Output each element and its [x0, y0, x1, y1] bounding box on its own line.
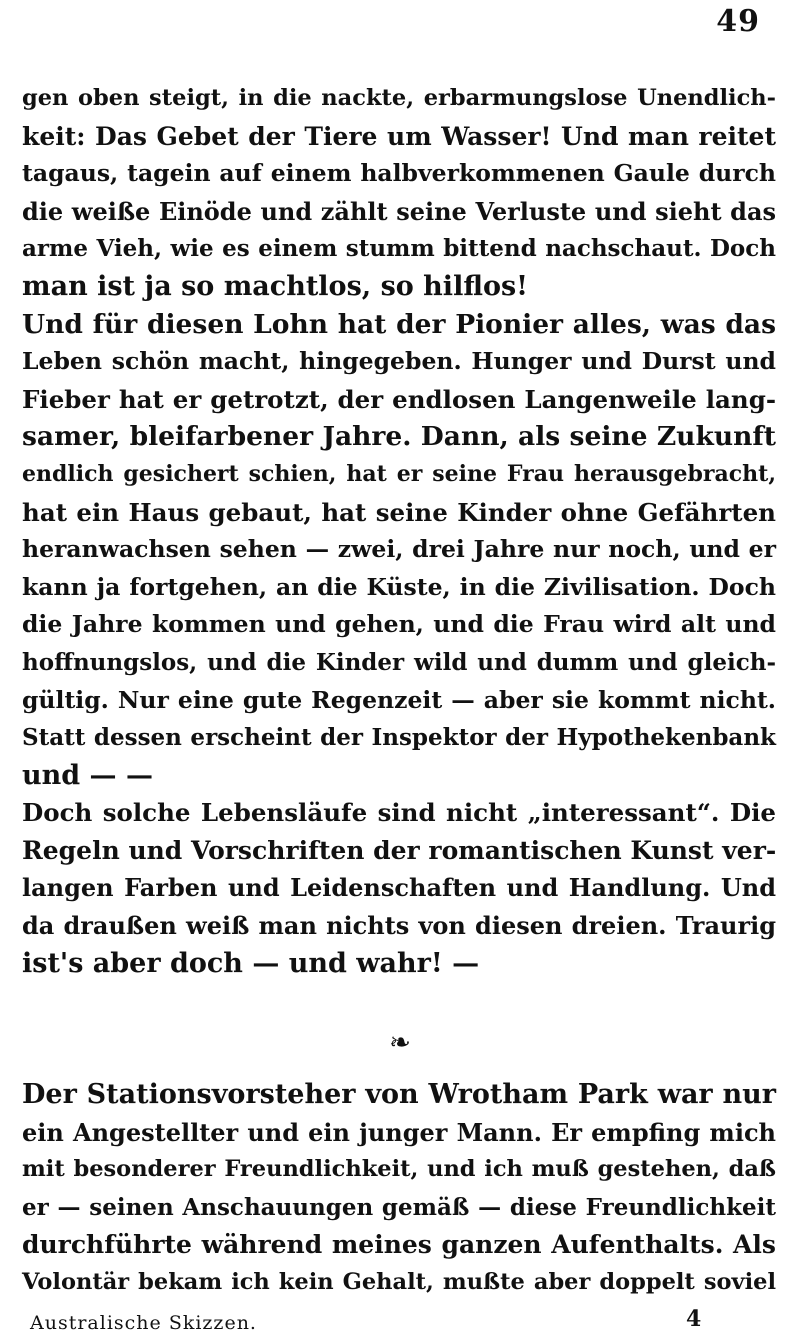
page-number: 49 [716, 4, 760, 39]
text-line: hoffnungslos, und die Kinder wild und dumm und gleich- [22, 648, 776, 676]
text-line: ist's aber doch — und wahr! — [22, 947, 480, 979]
text-line: und — — [22, 759, 153, 791]
text-line: Leben schön macht, hingegeben. Hunger und Durst und [22, 347, 776, 376]
text-line: langen Farben und Leidenschaften und Handlung. Und [22, 873, 776, 903]
text-line: Und für diesen Lohn hat der Pionier alles, was das [22, 308, 776, 340]
text-line: Doch solche Lebensläufe sind nicht „interessant“. Die [22, 798, 776, 828]
text-line: die weiße Einöde und zählt seine Verluste und sieht das [22, 196, 776, 226]
text-line: da draußen weiß man nichts von diesen dreien. Traurig [22, 911, 776, 941]
section-separator-ornament: ❧ [389, 1028, 411, 1058]
text-line: kann ja fortgehen, an die Küste, in die Zivilisation. Doch [22, 572, 776, 601]
continuation-text [22, 1076, 776, 1302]
text-line: tagaus, tagein auf einem halbverkommenen Gaule durch [22, 159, 776, 188]
text-line: hat ein Haus gebaut, hat seine Kinder ohne Gefährten [22, 497, 776, 527]
text-line: Volontär bekam ich kein Gehalt, mußte aber doppelt soviel [22, 1268, 776, 1295]
text-line: Fieber hat er getrotzt, der endlosen Langenweile lang- [22, 384, 776, 414]
text-line: ein Angestellter und ein junger Mann. Er empfing mich [22, 1117, 776, 1147]
footer-book-title: Australische Skizzen. [30, 1312, 257, 1334]
text-line: man ist ja so machtlos, so hilflos! [22, 270, 529, 302]
text-line: die Jahre kommen und gehen, und die Frau wird alt und [22, 610, 776, 639]
text-line: gen oben steigt, in die nackte, erbarmungslose Unendlich- [22, 85, 776, 111]
text-line: heranwachsen sehen — zwei, drei Jahre nur noch, und er [22, 535, 776, 564]
text-line: mit besonderer Freundlichkeit, und ich muß gestehen, daß [22, 1156, 776, 1183]
text-line: er — seinen Anschauungen gemäß — diese Freundlichkeit [22, 1193, 776, 1221]
text-line: durchführte während meines ganzen Aufenthalts. Als [22, 1230, 776, 1260]
signature-mark: 4 [686, 1306, 702, 1332]
text-line: Der Stationsvorsteher von Wrotham Park war nur [22, 1079, 776, 1110]
text-line: keit: Das Gebet der Tiere um Wasser! Und man reitet [22, 121, 776, 151]
text-line: endlich gesichert schien, hat er seine Frau herausgebracht, [22, 460, 776, 487]
text-line: Regeln und Vorschriften der romantischen Kunst ver- [22, 835, 777, 865]
text-line: samer, bleifarbener Jahre. Dann, als seine Zukunft [22, 421, 776, 453]
main-text [22, 80, 776, 982]
text-line: Statt dessen erscheint der Inspektor der Hypothekenbank [22, 724, 776, 752]
text-line: gültig. Nur eine gute Regenzeit — aber sie kommt nicht. [22, 685, 776, 714]
text-line: arme Vieh, wie es einem stumm bittend nachschaut. Doch [22, 235, 776, 263]
